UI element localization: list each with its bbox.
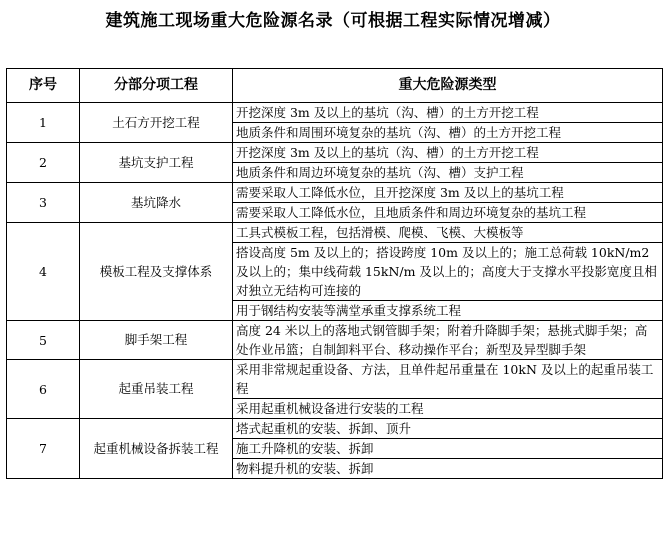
row-seq: 1: [7, 103, 80, 143]
hazard-item: 开挖深度 3m 及以上的基坑（沟、槽）的土方开挖工程: [233, 143, 663, 163]
row-category: 脚手架工程: [80, 321, 233, 360]
hazard-item: 采用非常规起重设备、方法，且单件起吊重量在 10kN 及以上的起重吊装工程: [233, 360, 663, 399]
hazard-item: 需要采取人工降低水位，且开挖深度 3m 及以上的基坑工程: [233, 183, 663, 203]
hazard-item: 需要采取人工降低水位，且地质条件和周边环境复杂的基坑工程: [233, 203, 663, 223]
hazard-item: 开挖深度 3m 及以上的基坑（沟、槽）的土方开挖工程: [233, 103, 663, 123]
hazard-item: 施工升降机的安装、拆卸: [233, 439, 663, 459]
hazard-item: 搭设高度 5m 及以上的；搭设跨度 10m 及以上的；施工总荷载 10kN/m2 及以上的；集中线荷载 15kN/m 及以上的；高度大于支撑水平投影宽度且相对独立无结构可连接的: [233, 243, 663, 301]
hazard-item: 工具式模板工程，包括滑模、爬模、飞模、大模板等: [233, 223, 663, 243]
row-seq: 3: [7, 183, 80, 223]
row-seq: 7: [7, 419, 80, 479]
row-category: 土石方开挖工程: [80, 103, 233, 143]
row-category: 起重机械设备拆装工程: [80, 419, 233, 479]
table-row: [7, 419, 663, 439]
table-row: [7, 143, 663, 163]
table-row: [7, 183, 663, 203]
table-row: [7, 360, 663, 399]
header-seq: 序号: [7, 69, 80, 103]
hazard-item: 塔式起重机的安装、拆卸、顶升: [233, 419, 663, 439]
hazard-item: 地质条件和周围环境复杂的基坑（沟、槽）的土方开挖工程: [233, 123, 663, 143]
row-seq: 5: [7, 321, 80, 360]
document-title: 建筑施工现场重大危险源名录（可根据工程实际情况增减）: [105, 11, 561, 31]
row-seq: 2: [7, 143, 80, 183]
hazard-table: [6, 68, 663, 479]
table-row: [7, 321, 663, 360]
hazard-item: 采用起重机械设备进行安装的工程: [233, 399, 663, 419]
row-category: 基坑支护工程: [80, 143, 233, 183]
row-category: 基坑降水: [80, 183, 233, 223]
header-category: 分部分项工程: [80, 69, 233, 103]
header-type: 重大危险源类型: [233, 69, 663, 103]
row-seq: 6: [7, 360, 80, 419]
row-seq: 4: [7, 223, 80, 321]
row-category: 模板工程及支撑体系: [80, 223, 233, 321]
table-row: [7, 103, 663, 123]
hazard-item: 物料提升机的安装、拆卸: [233, 459, 663, 479]
hazard-item: 高度 24 米以上的落地式钢管脚手架；附着升降脚手架；悬挑式脚手架；高处作业吊篮；自制卸料平台、移动操作平台；新型及异型脚手架: [233, 321, 663, 360]
hazard-item: 地质条件和周边环境复杂的基坑（沟、槽）支护工程: [233, 163, 663, 183]
hazard-item: 用于钢结构安装等满堂承重支撑系统工程: [233, 301, 663, 321]
table-header-row: [7, 69, 663, 103]
row-category: 起重吊装工程: [80, 360, 233, 419]
table-row: [7, 223, 663, 243]
